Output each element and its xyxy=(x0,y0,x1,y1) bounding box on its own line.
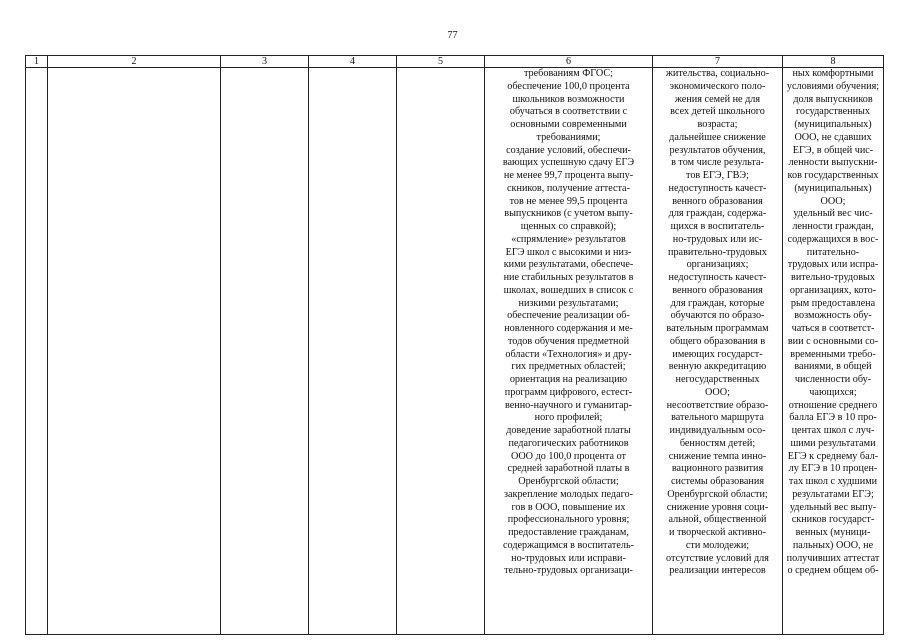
document-table xyxy=(25,55,884,635)
text-line: Оренбургской области; xyxy=(518,476,619,487)
text-line: гих предметных областей; xyxy=(511,361,626,373)
text-line: недоступность качест- xyxy=(668,272,767,283)
text-line: доля выпускников xyxy=(793,93,873,105)
text-line: ного профилей; xyxy=(534,412,603,424)
text-line: предоставление гражданам, xyxy=(508,527,629,538)
text-line: венно-научного и гуманитар- xyxy=(505,399,632,411)
text-line: получивших аттестат xyxy=(786,552,880,564)
text-line: лу ЕГЭ в 10 процен- xyxy=(788,463,878,475)
text-line: ООО до 100,0 процента от xyxy=(510,450,627,462)
text-line: государственных xyxy=(796,106,870,118)
text-line: всех детей школьного xyxy=(670,106,765,118)
text-line: низкими результатами; xyxy=(518,297,619,309)
text-line: ориентация на реализацию xyxy=(509,374,628,385)
text-line: требованиям ФГОС; xyxy=(523,68,614,79)
text-line: имеющих государст- xyxy=(672,348,763,360)
text-line: требованиями; xyxy=(536,131,601,143)
text-line: трудовых или испра- xyxy=(787,259,879,271)
text-line: отсутствие условий для xyxy=(666,552,769,564)
text-line: ООО, не сдавших xyxy=(794,131,872,143)
text-line: ЕГЭ к среднему бал- xyxy=(787,450,879,462)
text-line: общего образования в xyxy=(669,335,766,347)
cell-col-1 xyxy=(26,68,48,635)
text-line: (муниципальных) xyxy=(794,182,872,194)
text-line: организациях; xyxy=(686,259,749,271)
text-line: ЕГЭ, в общей чис- xyxy=(792,144,874,156)
text-line: (муниципальных) xyxy=(794,119,872,130)
text-line: результатами ЕГЭ; xyxy=(792,488,874,500)
text-line: тах школ с худшими xyxy=(788,476,878,487)
text-line: закрепление молодых педаго- xyxy=(503,488,634,500)
text-line: школьников возможности xyxy=(512,93,625,105)
text-line: в том числе результа- xyxy=(671,157,764,169)
text-line: школах, вошедших в список с xyxy=(503,284,634,296)
text-line: кими результатами, обеспече- xyxy=(503,259,634,271)
text-line: численности обу- xyxy=(794,374,872,385)
text-line: временными требо- xyxy=(790,348,876,360)
text-line: Оренбургской области; xyxy=(667,488,768,500)
text-line: но-трудовых или исправи- xyxy=(511,552,626,564)
text-line: венного образования xyxy=(672,195,763,207)
text-line: жения семей не для xyxy=(674,93,761,105)
cell-col-3 xyxy=(221,68,309,635)
cell-col-5 xyxy=(397,68,485,635)
text-line: сти молодежи; xyxy=(685,539,750,551)
text-line: ООО; xyxy=(705,386,730,398)
text-line: питательно- xyxy=(806,246,860,258)
text-line: обеспечение 100,0 процента xyxy=(507,80,630,92)
text-line: ленности выпускни- xyxy=(788,157,878,169)
table-row xyxy=(26,68,884,635)
text-line: содержащихся в вос- xyxy=(787,233,879,245)
text-line: доведение заработной платы xyxy=(506,425,631,436)
text-line: недоступность качест- xyxy=(668,182,767,194)
column-header-1: 1 xyxy=(26,56,48,68)
text-line: программ цифрового, естест- xyxy=(504,386,633,398)
text-line: шими результатами xyxy=(790,437,876,449)
cell-col-6 xyxy=(485,68,653,635)
text-line: для граждан, содержа- xyxy=(668,208,767,220)
text-line: рым предоставлена xyxy=(790,297,876,309)
cell-col-4 xyxy=(309,68,397,635)
text-line: отношение среднего xyxy=(788,399,878,411)
text-line: возраста; xyxy=(697,119,738,130)
text-line: скников, получение аттеста- xyxy=(507,182,630,194)
text-line: скников государст- xyxy=(791,514,875,526)
text-line: организациях, кото- xyxy=(789,284,877,296)
text-line: обеспечение реализации об- xyxy=(507,310,630,322)
text-line: правительно-трудовых xyxy=(668,246,767,258)
text-line: выпускников (с учетом выпу- xyxy=(504,208,633,220)
text-line: создание условий, обеспечи- xyxy=(506,144,631,156)
text-line: удельный вес выпу- xyxy=(789,501,877,513)
column-header-8: 8 xyxy=(783,56,884,68)
column-header-7: 7 xyxy=(653,56,783,68)
col8-text xyxy=(783,68,883,578)
text-line: ленности граждан, xyxy=(792,221,874,232)
text-line: тов ЕГЭ, ГВЭ; xyxy=(686,170,749,181)
header-row xyxy=(26,56,884,68)
text-line: вательным программам xyxy=(666,323,769,334)
column-header-4: 4 xyxy=(309,56,397,68)
text-line: тельно-трудовых организаци- xyxy=(504,565,633,577)
text-line: профессионального уровня; xyxy=(507,514,630,526)
text-line: индивидуальным осо- xyxy=(669,425,766,436)
column-header-6: 6 xyxy=(485,56,653,68)
text-line: бенностям детей; xyxy=(679,437,756,449)
text-line: ваниями, в общей xyxy=(794,361,872,373)
text-line: вии с основными со- xyxy=(787,335,879,347)
text-line: венную аккредитацию xyxy=(668,361,767,373)
text-line: возможность обу- xyxy=(794,310,872,322)
text-line: вационного развития xyxy=(671,463,764,475)
text-line: гов в ООО, повышение их xyxy=(511,501,626,513)
text-line: условиями обучения; xyxy=(786,80,880,92)
page-number: 77 xyxy=(447,30,458,41)
text-line: системы образования xyxy=(670,476,765,487)
text-line: результатов обучения, xyxy=(669,144,766,156)
text-line: центах школ с луч- xyxy=(791,425,875,436)
column-header-3: 3 xyxy=(221,56,309,68)
text-line: ООО; xyxy=(820,195,846,207)
text-line: снижение уровня соци- xyxy=(666,501,769,513)
text-line: венных (муници- xyxy=(795,527,871,538)
text-line: щихся в воспитатель- xyxy=(670,221,765,232)
text-line: средней заработной платы в xyxy=(507,463,630,475)
column-header-2: 2 xyxy=(48,56,221,68)
text-line: ных комфортными xyxy=(792,68,874,79)
text-line: ЕГЭ школ с высокими и низ- xyxy=(505,246,632,258)
text-line: негосударственных xyxy=(675,374,760,385)
text-line: венного образования xyxy=(672,284,763,296)
text-line: удельный вес чис- xyxy=(793,208,873,220)
text-line: содержащимся в воспитатель- xyxy=(503,539,634,551)
text-line: не менее 99,7 процента выпу- xyxy=(503,170,634,181)
text-line: обучаться в соответствии с xyxy=(509,106,628,118)
text-line: ков государственных xyxy=(787,170,879,181)
text-line: но-трудовых или ис- xyxy=(672,233,763,245)
text-line: реализации интересов xyxy=(669,565,766,577)
text-line: новленного содержания и ме- xyxy=(504,323,633,334)
text-line: балла ЕГЭ в 10 про- xyxy=(789,412,877,424)
text-line: чаться в соответст- xyxy=(791,323,875,334)
col7-text xyxy=(653,68,782,578)
text-line: о среднем общем об- xyxy=(787,565,879,577)
text-line: экономического поло- xyxy=(669,80,766,92)
text-line: тов не менее 99,5 процента xyxy=(509,195,628,207)
col6-text xyxy=(485,68,652,578)
text-line: вительно-трудовых xyxy=(791,272,875,283)
text-line: несоответствие образо- xyxy=(666,399,769,411)
text-line: ние стабильных результатов в xyxy=(503,272,634,283)
text-line: области «Технология» и дру- xyxy=(505,348,632,360)
text-line: жительства, социально- xyxy=(665,68,770,79)
text-line: снижение темпа инно- xyxy=(668,450,767,462)
text-line: педагогических работников xyxy=(508,437,629,449)
text-line: вательного маршрута xyxy=(671,412,764,424)
cell-col-8 xyxy=(783,68,884,635)
cell-col-7 xyxy=(653,68,783,635)
column-header-5: 5 xyxy=(397,56,485,68)
text-line: чающихся; xyxy=(809,386,857,398)
text-line: альной, общественной xyxy=(668,514,767,526)
text-line: для граждан, которые xyxy=(670,297,765,309)
text-line: «спрямление» результатов xyxy=(511,233,626,245)
text-line: тодов обучения предметной xyxy=(507,335,630,347)
text-line: обучаются по образо- xyxy=(670,310,765,322)
text-line: дальнейшее снижение xyxy=(669,131,766,143)
text-line: пальных) ООО, не xyxy=(792,539,874,551)
text-line: щенных со справкой); xyxy=(520,221,617,232)
text-line: основными современными xyxy=(510,119,627,130)
text-line: и творческой активно- xyxy=(668,527,767,538)
cell-col-2 xyxy=(48,68,221,635)
text-line: вающих успешную сдачу ЕГЭ xyxy=(502,157,635,169)
